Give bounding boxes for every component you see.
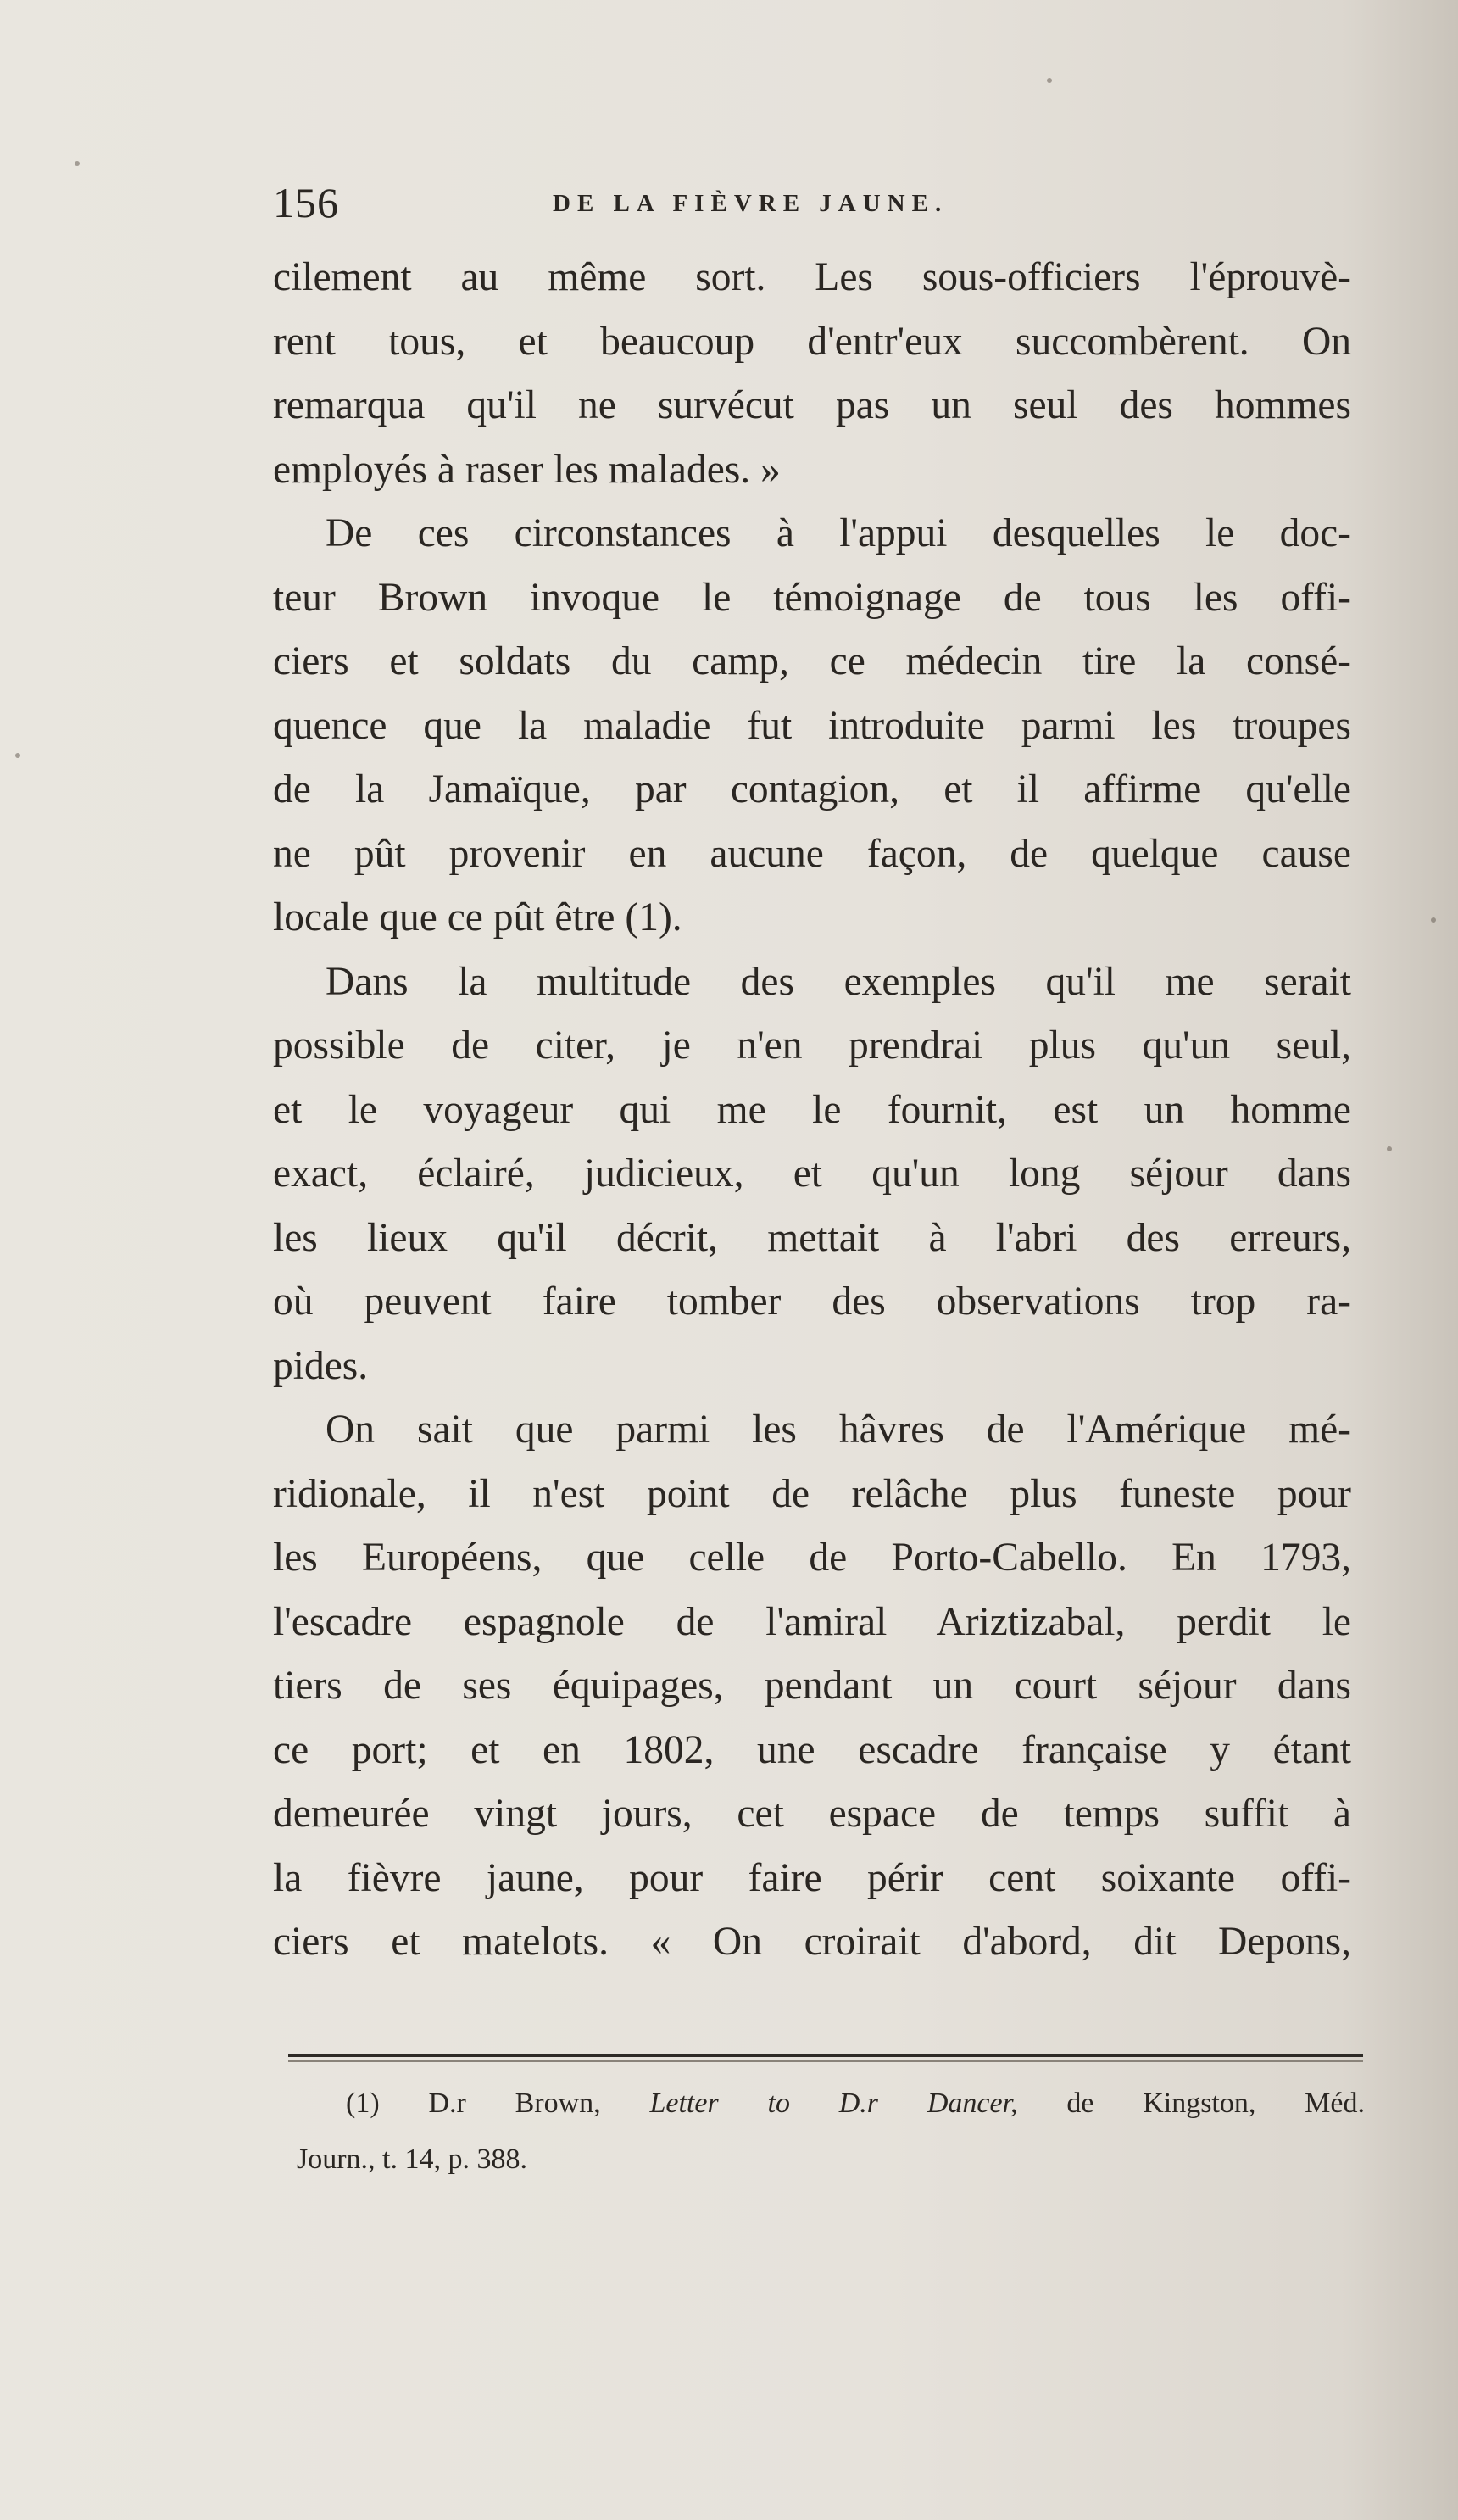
text-line: quence que la maladie fut introduite parmi les troupes (273, 703, 1351, 748)
footnote-line: Journ., t. 14, p. 388. (297, 2144, 527, 2175)
text-line: On sait que parmi les hâvres de l'Amérique mé- (326, 1408, 1351, 1452)
text-line: et le voyageur qui me le fournit, est un homme (273, 1087, 1351, 1132)
footnote-author: D.r Brown, (428, 2088, 601, 2119)
text-line: où peuvent faire tomber des observations trop ra- (273, 1280, 1351, 1324)
paper-speck (75, 161, 80, 166)
text-line: ce port; et en 1802, une escadre française y étant (273, 1727, 1351, 1772)
footnote-rule-thin (288, 2060, 1363, 2062)
footnote-line (297, 2076, 1365, 2132)
text-line: la fièvre jaune, pour faire périr cent soixante offi- (273, 1855, 1351, 1900)
text-line: ciers et matelots. « On croirait d'abord, dit Depons, (273, 1920, 1351, 1964)
text-line: les Européens, que celle de Porto-Cabello. En 1793, (273, 1536, 1351, 1580)
text-line: ridionale, il n'est point de relâche plus funeste pour (273, 1471, 1351, 1516)
text-line: possible de citer, je n'en prendrai plus qu'un seul, (273, 1023, 1351, 1068)
footnote-marker: (1) (346, 2088, 380, 2119)
paper-speck (15, 753, 20, 758)
text-line: demeurée vingt jours, cet espace de temps suffit à (273, 1792, 1351, 1836)
running-title: DE LA FIÈVRE JAUNE. (553, 190, 949, 217)
text-line: exact, éclairé, judicieux, et qu'un long séjour dans (273, 1151, 1351, 1196)
text-line: De ces circonstances à l'appui desquelles le doc- (326, 511, 1351, 555)
paper-speck (1047, 78, 1052, 83)
text-line: employés à raser les malades. » (273, 447, 781, 492)
text-line: rent tous, et beaucoup d'entr'eux succombèrent. On (273, 319, 1351, 364)
text-line: pides. (273, 1343, 369, 1388)
text-line: locale que ce pût être (1). (273, 895, 682, 939)
text-line: tiers de ses équipages, pendant un court séjour dans (273, 1664, 1351, 1708)
text-line: teur Brown invoque le témoignage de tous les offi- (273, 575, 1351, 620)
text-line: cilement au même sort. Les sous-officiers l'éprouvè- (273, 255, 1351, 299)
text-line: de la Jamaïque, par contagion, et il affirme qu'elle (273, 767, 1351, 811)
text-line: Dans la multitude des exemples qu'il me serait (326, 959, 1351, 1004)
text-line: les lieux qu'il décrit, mettait à l'abri des erreurs, (273, 1215, 1351, 1260)
footnote (297, 2076, 1365, 2188)
page-number: 156 (273, 179, 339, 226)
text-line: ne pût provenir en aucune façon, de quelque cause (273, 831, 1351, 876)
footnote-source: de Kingston, Méd. (1066, 2088, 1365, 2119)
body-text (273, 246, 1351, 1975)
page-header (273, 178, 1358, 229)
paper-speck (1431, 917, 1436, 923)
footnote-title: Letter to D.r Dancer, (649, 2088, 1018, 2119)
footnote-rule (288, 2054, 1363, 2057)
paper-speck (1387, 1146, 1392, 1151)
text-line: remarqua qu'il ne survécut pas un seul des hommes (273, 383, 1351, 427)
text-line: l'escadre espagnole de l'amiral Ariztizabal, perdit le (273, 1599, 1351, 1644)
text-line: ciers et soldats du camp, ce médecin tire la consé- (273, 639, 1351, 683)
